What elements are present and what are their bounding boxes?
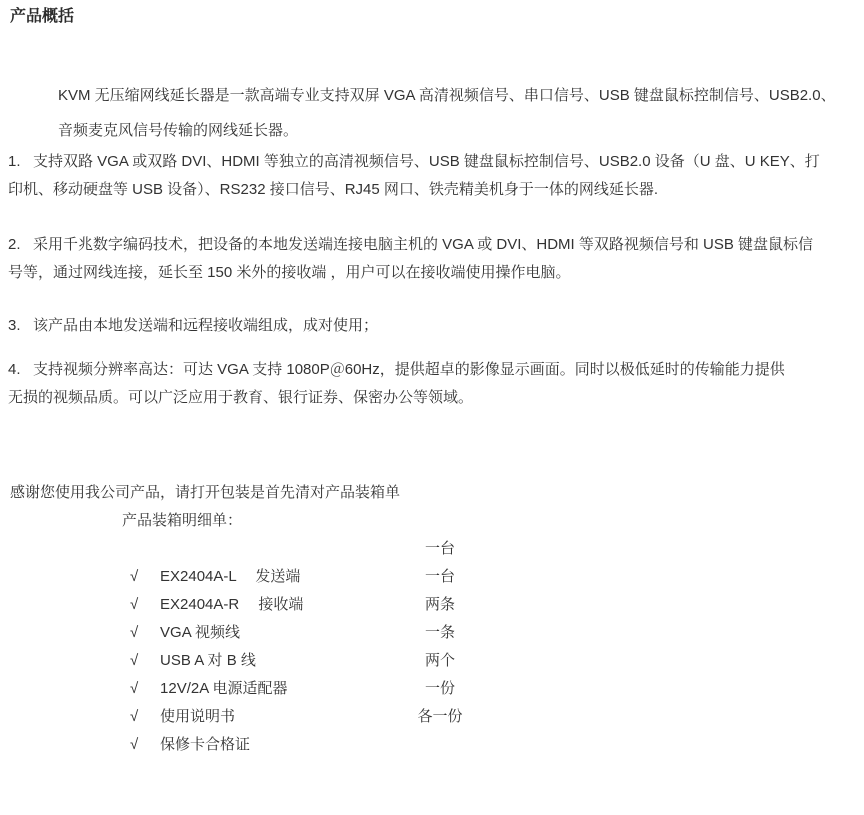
packing-item-label: USB A 对 B 线 [160, 652, 256, 669]
page-title: 产品概括 [10, 8, 75, 25]
check-mark-icon: √ [130, 652, 139, 669]
packing-item-label: VGA 视频线 [160, 624, 241, 641]
feature-item-3 [0, 312, 864, 340]
packing-item-qty: 两个 [424, 652, 455, 669]
packing-item-label: 保修卡合格证 [160, 736, 251, 753]
check-mark-icon: √ [130, 624, 139, 641]
check-mark-icon: √ [130, 736, 139, 753]
feature-line: 3. 该产品由本地发送端和远程接收端组成，成对使用； [8, 317, 379, 334]
packing-list-heading: 产品装箱明细单： [122, 512, 243, 529]
packing-item-qty: 两条 [424, 596, 455, 613]
feature-line: 2. 采用千兆数字编码技术，把设备的本地发送端连接电脑主机的 VGA 或 DVI、HDMI 等双路视频信号和 USB 键盘鼠标信 [8, 236, 814, 253]
packing-list [0, 535, 864, 753]
feature-line: 号等，通过网线连接，延长至 150 米外的接收端 ，用户可以在接收端使用操作电脑。 [8, 264, 571, 281]
thanks-text: 感谢您使用我公司产品，请打开包装是首先清对产品装箱单 [10, 484, 401, 501]
packing-row [0, 535, 864, 585]
packing-item-qty: 一条 [424, 624, 455, 641]
packing-row [0, 703, 864, 753]
packing-item-label: EX2404A-R 接收端 [160, 596, 304, 613]
feature-item-2 [0, 231, 864, 287]
feature-line: 无损的视频品质。可以广泛应用于教育、银行证券、保密办公等领域。 [8, 389, 474, 406]
intro-line: 音频麦克风信号传输的网线延长器。 [58, 122, 299, 139]
packing-item-label: 12V/2A 电源适配器 [160, 680, 288, 697]
feature-line: 印机、移动硬盘等 USB 设备）、RS232 接口信号、RJ45 网口、铁壳精美机身于一体的网线延长器. [8, 181, 659, 198]
intro-paragraph [0, 78, 864, 148]
check-mark-icon: √ [130, 680, 139, 697]
check-mark-icon: √ [130, 596, 139, 613]
check-mark-icon: √ [130, 568, 139, 585]
feature-line: 4. 支持视频分辨率高达：可达 VGA 支持 1080P＠60Hz，提供超卓的影像显示画面。同时以极低延时的传输能力提供 [8, 361, 785, 378]
feature-item-4 [0, 356, 864, 412]
check-mark-icon: √ [130, 708, 139, 725]
feature-line: 1. 支持双路 VGA 或双路 DVI、HDMI 等独立的高清视频信号、USB 键盘鼠标控制信号、USB2.0 设备（U 盘、U KEY、打 [8, 153, 820, 170]
packing-item-qty: 一台 [424, 568, 455, 585]
packing-item-qty: 一份 [424, 680, 455, 697]
packing-item-qty: 一台 [424, 540, 455, 557]
intro-line: KVM 无压缩网线延长器是一款高端专业支持双屏 VGA 高清视频信号、串口信号、USB 键盘鼠标控制信号、USB2.0、 [58, 87, 836, 104]
packing-item-qty: 各一份 [417, 708, 463, 725]
packing-item-label: EX2404A-L 发送端 [160, 568, 301, 585]
feature-item-1 [0, 148, 864, 204]
packing-item-label: 使用说明书 [160, 708, 236, 725]
